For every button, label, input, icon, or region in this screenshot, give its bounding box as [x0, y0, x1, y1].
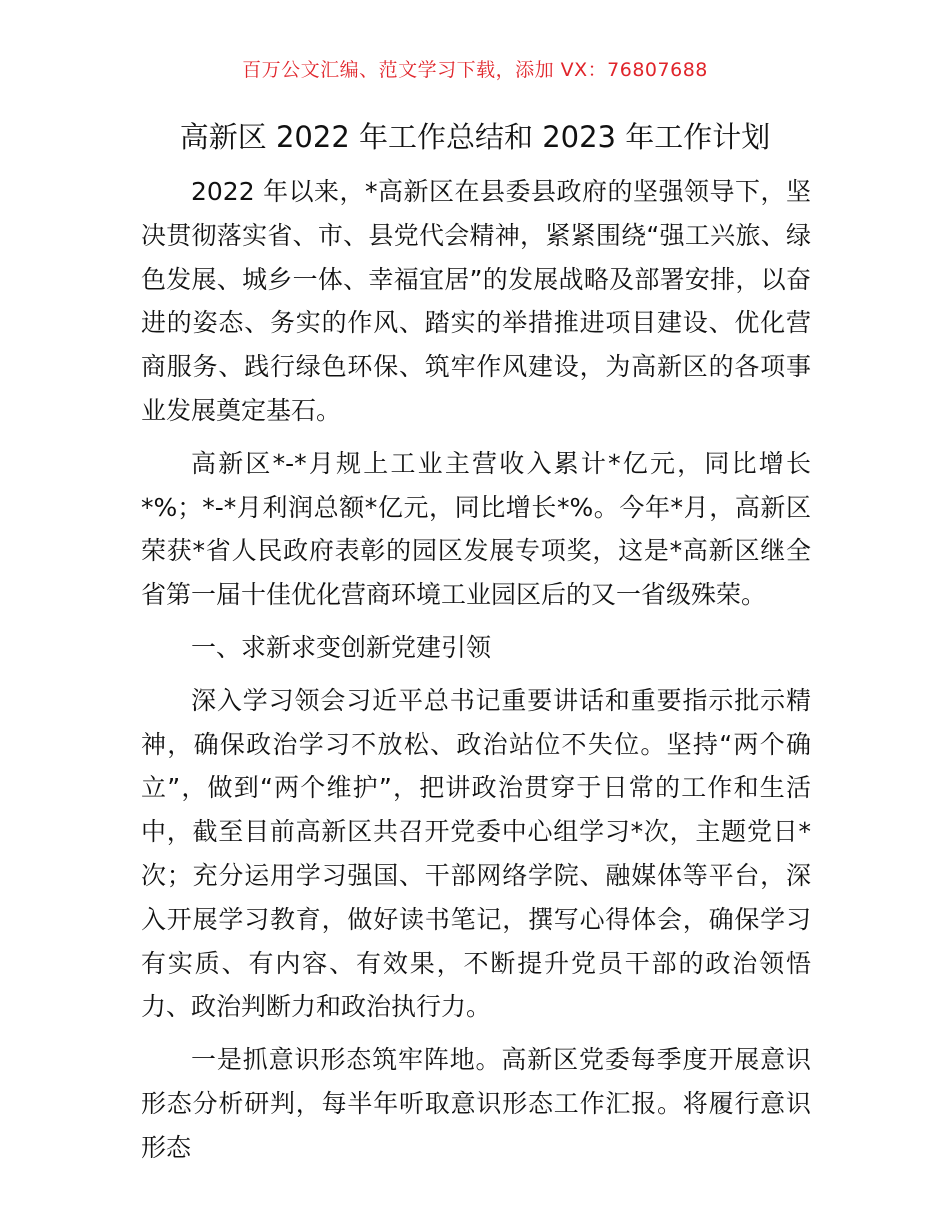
paragraph-intro: 2022 年以来，*高新区在县委县政府的坚强领导下，坚决贯彻落实省、市、县党代会精神，紧紧围绕“强工兴旅、绿色发展、城乡一体、幸福宜居”的发展战略及部署安排，以奋进的姿态、务实的作风、踏实的举措推进项目建设、优化营商服务、践行绿色环保、筑牢作风建设，为高新区的各项事业发展奠定基石。 — [141, 177, 811, 425]
paragraph-ideology: 一是抓意识形态筑牢阵地。高新区党委每季度开展意识形态分析研判，每半年听取意识形态工作汇报。将履行意识形态 — [141, 1045, 811, 1162]
paragraph-stats: 高新区*-*月规上工业主营收入累计*亿元，同比增长*%；*-*月利润总额*亿元，同比增长*%。今年*月，高新区荣获*省人民政府表彰的园区发展专项奖，这是*高新区继全省第一届十佳优化营商环境工业园区后的又一省级殊荣。 — [141, 448, 811, 610]
paragraph-study: 深入学习领会习近平总书记重要讲话和重要指示批示精神，确保政治学习不放松、政治站位不失位。坚持“两个确立”，做到“两个维护”，把讲政治贯穿于日常的工作和生活中，截至目前高新区共召开党委中心组学习*次，主题党日*次；充分运用学习强国、干部网络学院、融媒体等平台，深入开展学习教育，做好读书笔记，撰写心得体会，确保学习有实质、有内容、有效果，不断提升党员干部的政治领悟力、政治判断力和政治执行力。 — [141, 685, 811, 1022]
section-heading: 一、求新求变创新党建引领 — [191, 632, 492, 662]
document-title: 高新区 2022 年工作总结和 2023 年工作计划 — [179, 120, 771, 154]
promo-header: 百万公文汇编、范文学习下载，添加 VX：76807688 — [242, 59, 708, 81]
document-body — [141, 170, 811, 1170]
